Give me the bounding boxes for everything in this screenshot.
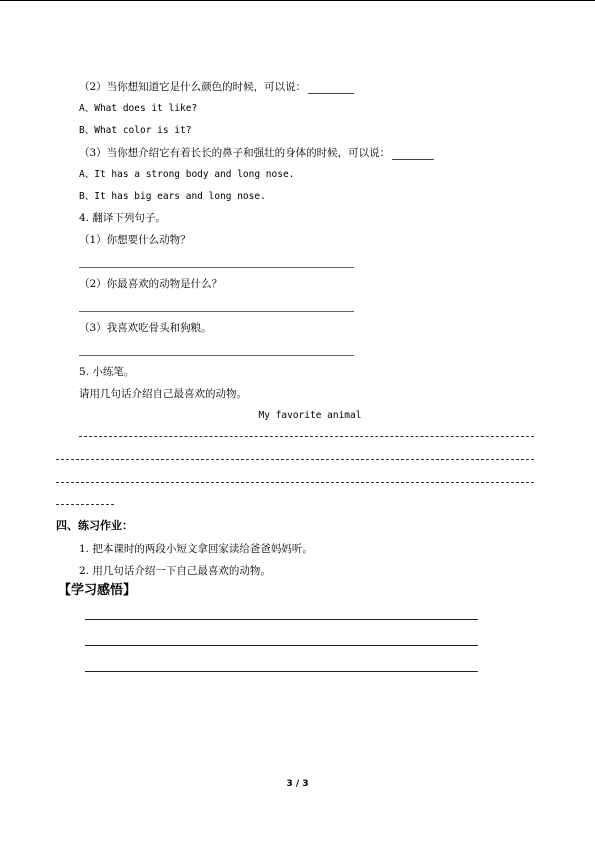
question-3-prompt: （3）当你想介绍它有着长长的鼻子和强壮的身体的时候，可以说： <box>79 147 391 159</box>
section-5-instruction: 请用几句话介绍自己最喜欢的动物。 <box>79 388 247 400</box>
essay-writing-line-2[interactable] <box>56 459 534 460</box>
page-number: 3 / 3 <box>286 779 309 789</box>
reflection-heading: 【学习感悟】 <box>58 583 137 598</box>
reflection-line-2[interactable] <box>85 645 478 646</box>
page-top-border <box>0 0 595 1</box>
question-2-prompt: （2）当你想知道它是什么颜色的时候，可以说： <box>79 81 307 93</box>
question-2-option-a: A、What does it like? <box>79 103 198 114</box>
essay-writing-line-3[interactable] <box>56 482 534 483</box>
translate-answer-line-2[interactable] <box>79 311 354 312</box>
homework-item-2: 2. 用几句话介绍一下自己最喜欢的动物。 <box>79 565 271 577</box>
homework-item-1: 1. 把本课时的两段小短文拿回家读给爸爸妈妈听。 <box>79 543 313 555</box>
question-3-answer-blank[interactable] <box>392 148 434 160</box>
translate-answer-line-1[interactable] <box>79 267 354 268</box>
section-5-title: 5. 小练笔。 <box>79 366 135 378</box>
question-2-line <box>79 80 354 94</box>
question-3-option-b: B、It has big ears and long nose. <box>79 191 266 202</box>
translate-sentence-3: （3）我喜欢吃骨头和狗粮。 <box>79 322 212 334</box>
question-3-option-a: A、It has a strong body and long nose. <box>79 169 295 180</box>
question-2-answer-blank[interactable] <box>308 82 354 94</box>
question-2-option-b: B、What color is it? <box>79 125 192 136</box>
translate-sentence-2: （2）你最喜欢的动物是什么？ <box>79 278 223 290</box>
essay-title: My favorite animal <box>258 410 362 421</box>
section-4-title: 4. 翻译下列句子。 <box>79 212 166 224</box>
homework-heading: 四、练习作业： <box>56 519 133 532</box>
translate-answer-line-3[interactable] <box>79 355 354 356</box>
essay-writing-line-1[interactable] <box>79 436 534 437</box>
translate-sentence-1: （1）你想要什么动物？ <box>79 234 191 246</box>
reflection-line-1[interactable] <box>85 619 478 620</box>
question-3-line <box>79 146 434 160</box>
essay-writing-line-4[interactable] <box>56 504 114 505</box>
reflection-line-3[interactable] <box>85 671 478 672</box>
